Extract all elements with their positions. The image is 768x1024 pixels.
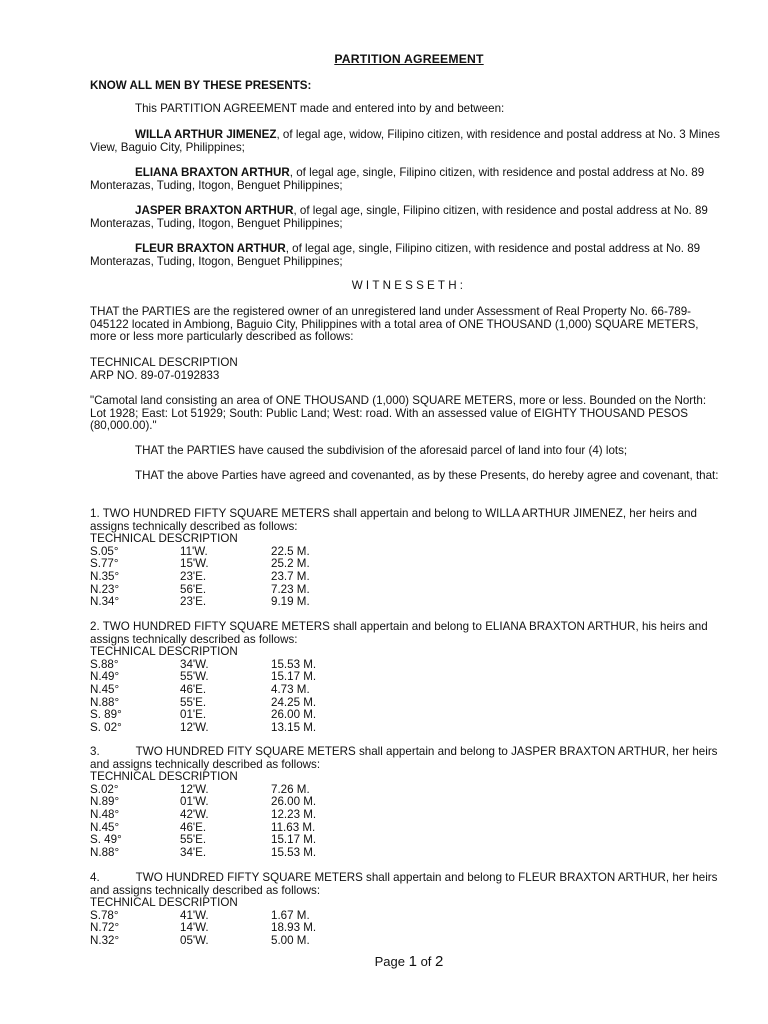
- bearing-direction: S.77°: [90, 557, 119, 571]
- table-row: [90, 684, 391, 697]
- table-row: [90, 822, 391, 835]
- bearing-direction: N.48°: [90, 807, 120, 821]
- party-name: WILLA ARTHUR JIMENEZ: [135, 128, 277, 141]
- lot-technical-heading: TECHNICAL DESCRIPTION: [90, 770, 238, 784]
- total-pages-number: 2: [435, 953, 444, 970]
- subdivision-paragraph: THAT the PARTIES have caused the subdivision of the aforesaid parcel of land into four (4) lots;: [135, 444, 628, 457]
- bearing-direction: S.05°: [90, 544, 119, 558]
- bearing-minutes: 55'E.: [180, 695, 207, 709]
- land-description: "Camotal land consisting an area of ONE THOUSAND (1,000) SQUARE METERS, more or less. Bounded on the North: Lot 1928; East: Lot 51929; South: Public Land; West: road. With an assessed value of EIGHTY THOUSAND PESOS (80,000.00).": [90, 394, 707, 433]
- bearing-distance: 1.67 M.: [271, 908, 310, 922]
- opening-line: KNOW ALL MEN BY THESE PRESENTS:: [90, 79, 312, 92]
- bearing-direction: S.88°: [90, 657, 119, 671]
- witnesseth-heading: WITNESSETH:: [351, 279, 467, 292]
- bearing-minutes: 15'W.: [180, 557, 209, 571]
- intro-paragraph: This PARTITION AGREEMENT made and entered into by and between:: [135, 102, 505, 115]
- table-row: [90, 697, 391, 710]
- table-row: [90, 935, 391, 948]
- party-details: , of legal age, single, Filipino citizen, with residence and postal address at No. 89 Monterazas, Tuding, Itogon, Benguet Philippines;: [90, 242, 701, 268]
- bearing-minutes: 34'E.: [180, 845, 207, 859]
- bearing-distance: 22.5 M.: [271, 544, 310, 558]
- of-word: of: [420, 954, 432, 969]
- bearing-minutes: 41'W.: [180, 908, 209, 922]
- bearing-distance: 9.19 M.: [271, 595, 310, 609]
- current-page-number: 1: [408, 953, 417, 970]
- table-row: [90, 659, 391, 672]
- bearing-distance: 7.26 M.: [271, 782, 310, 796]
- bearing-minutes: 01'E.: [180, 708, 207, 722]
- lot-number: 3.: [90, 745, 100, 758]
- party-willa: [90, 129, 722, 154]
- lot-paragraph: [90, 872, 722, 897]
- bearing-distance: 18.93 M.: [271, 921, 317, 935]
- lot-technical-heading: TECHNICAL DESCRIPTION: [90, 532, 238, 546]
- lot-number: 2.: [90, 620, 100, 633]
- whereas-paragraph: THAT the PARTIES are the registered owner of an unregistered land under Assessment of Real Property No. 66-789-045122 located in Ambiong, Baguio City, Philippines with a total area of ONE THOUSAND (1,000) SQUARE METERS, more or less more particularly described as follows:: [90, 305, 699, 344]
- table-row: [90, 558, 391, 571]
- bearing-direction: S.78°: [90, 908, 119, 922]
- bearing-direction: S. 89°: [90, 708, 122, 722]
- bearing-distance: 26.00 M.: [271, 708, 317, 722]
- table-row: [90, 571, 391, 584]
- bearing-direction: N.23°: [90, 582, 120, 596]
- page-number-footer: [0, 953, 768, 970]
- party-fleur: [90, 243, 722, 268]
- table-row: [90, 709, 391, 722]
- bearing-direction: N.88°: [90, 695, 120, 709]
- bearing-minutes: 46'E.: [180, 820, 207, 834]
- lot-2: [90, 621, 722, 734]
- lot-bearings-table: [90, 910, 391, 948]
- table-row: [90, 546, 391, 559]
- arp-number: ARP NO. 89-07-0192833: [90, 369, 220, 382]
- bearing-direction: N.34°: [90, 595, 120, 609]
- party-eliana: [90, 167, 722, 192]
- bearing-minutes: 05'W.: [180, 933, 209, 947]
- table-row: [90, 796, 391, 809]
- bearing-direction: N.35°: [90, 569, 120, 583]
- bearing-direction: N.32°: [90, 933, 120, 947]
- bearing-direction: N.49°: [90, 670, 120, 684]
- party-name: JASPER BRAXTON ARTHUR: [135, 204, 294, 217]
- technical-description-heading: TECHNICAL DESCRIPTION: [90, 356, 238, 369]
- bearing-distance: 5.00 M.: [271, 933, 310, 947]
- party-jasper: [90, 205, 722, 230]
- party-details: , of legal age, single, Filipino citizen, with residence and postal address at No. 89 Monterazas, Tuding, Itogon, Benguet Philippines;: [90, 204, 708, 230]
- bearing-distance: 15.53 M.: [271, 657, 317, 671]
- lot-paragraph: [90, 508, 722, 533]
- bearing-minutes: 12'W.: [180, 782, 209, 796]
- bearing-direction: N.45°: [90, 682, 120, 696]
- table-row: [90, 847, 391, 860]
- table-row: [90, 809, 391, 822]
- bearing-distance: 23.7 M.: [271, 569, 310, 583]
- bearing-direction: N.89°: [90, 795, 120, 809]
- bearing-minutes: 14'W.: [180, 921, 209, 935]
- table-row: [90, 671, 391, 684]
- table-row: [90, 834, 391, 847]
- bearing-minutes: 23'E.: [180, 595, 207, 609]
- bearing-distance: 15.17 M.: [271, 670, 317, 684]
- bearing-minutes: 56'E.: [180, 582, 207, 596]
- lot-3: [90, 746, 722, 859]
- bearing-minutes: 11'W.: [180, 544, 208, 558]
- bearing-minutes: 46'E.: [180, 682, 207, 696]
- lot-1: [90, 508, 722, 609]
- bearing-minutes: 01'W.: [180, 795, 209, 809]
- bearing-distance: 7.23 M.: [271, 582, 310, 596]
- bearing-distance: 25.2 M.: [271, 557, 310, 571]
- covenant-paragraph: [90, 470, 722, 483]
- lot-paragraph: [90, 621, 722, 646]
- bearing-minutes: 55'E.: [180, 833, 207, 847]
- bearing-direction: S.02°: [90, 782, 119, 796]
- party-name: FLEUR BRAXTON ARTHUR: [135, 242, 286, 255]
- bearing-distance: 15.17 M.: [271, 833, 317, 847]
- lot-text: TWO HUNDRED FIFTY SQUARE METERS shall appertain and belong to WILLA ARTHUR JIMENEZ, her heirs and assigns technically described as follows:: [90, 507, 697, 533]
- lot-technical-heading: TECHNICAL DESCRIPTION: [90, 645, 238, 659]
- lot-bearings-table: [90, 659, 391, 735]
- lot-bearings-table: [90, 784, 391, 860]
- party-name: ELIANA BRAXTON ARTHUR: [135, 166, 290, 179]
- bearing-distance: 15.53 M.: [271, 845, 317, 859]
- bearing-minutes: 12'W.: [180, 720, 209, 734]
- party-details: , of legal age, widow, Filipino citizen, with residence and postal address at No. 3 Mines View, Baguio City, Philippines;: [90, 128, 720, 154]
- bearing-minutes: 55'W.: [180, 670, 209, 684]
- bearing-direction: S. 02°: [90, 720, 122, 734]
- table-row: [90, 584, 391, 597]
- bearing-direction: N.72°: [90, 921, 120, 935]
- bearing-minutes: 34'W.: [180, 657, 209, 671]
- lot-text: TWO HUNDRED FIFTY SQUARE METERS shall appertain and belong to ELIANA BRAXTON ARTHUR, his heirs and assigns technically described as follows:: [90, 620, 708, 646]
- table-row: [90, 922, 391, 935]
- table-row: [90, 910, 391, 923]
- lot-text: TWO HUNDRED FITY SQUARE METERS shall appertain and belong to JASPER BRAXTON ARTHUR, her heirs and assigns technically described as follows:: [90, 745, 718, 771]
- lot-number: 4.: [90, 871, 100, 884]
- lot-bearings-table: [90, 546, 391, 609]
- bearing-distance: 26.00 M.: [271, 795, 317, 809]
- bearing-direction: N.88°: [90, 845, 120, 859]
- bearing-distance: 13.15 M.: [271, 720, 317, 734]
- table-row: [90, 722, 391, 735]
- table-row: [90, 596, 391, 609]
- page-word: Page: [374, 954, 405, 969]
- lot-number: 1.: [90, 507, 100, 520]
- bearing-distance: 12.23 M.: [271, 807, 317, 821]
- table-row: [90, 784, 391, 797]
- lot-paragraph: [90, 746, 722, 771]
- bearing-minutes: 42'W.: [180, 807, 209, 821]
- lot-4: [90, 872, 722, 948]
- party-details: , of legal age, single, Filipino citizen, with residence and postal address at No. 89 Monterazas, Tuding, Itogon, Benguet Philippines;: [90, 166, 705, 192]
- bearing-distance: 24.25 M.: [271, 695, 317, 709]
- bearing-distance: 4.73 M.: [271, 682, 310, 696]
- bearing-direction: S. 49°: [90, 833, 122, 847]
- lot-text: TWO HUNDRED FIFTY SQUARE METERS shall appertain and belong to FLEUR BRAXTON ARTHUR, her heirs and assigns technically described as follows:: [90, 871, 718, 897]
- lot-technical-heading: TECHNICAL DESCRIPTION: [90, 896, 238, 910]
- covenant-text: THAT the above Parties have agreed and covenanted, as by these Presents, do hereby agree and covenant, that:: [135, 469, 719, 482]
- bearing-distance: 11.63 M.: [271, 820, 316, 834]
- bearing-minutes: 23'E.: [180, 569, 207, 583]
- bearing-direction: N.45°: [90, 820, 120, 834]
- document-title: PARTITION AGREEMENT: [334, 52, 484, 66]
